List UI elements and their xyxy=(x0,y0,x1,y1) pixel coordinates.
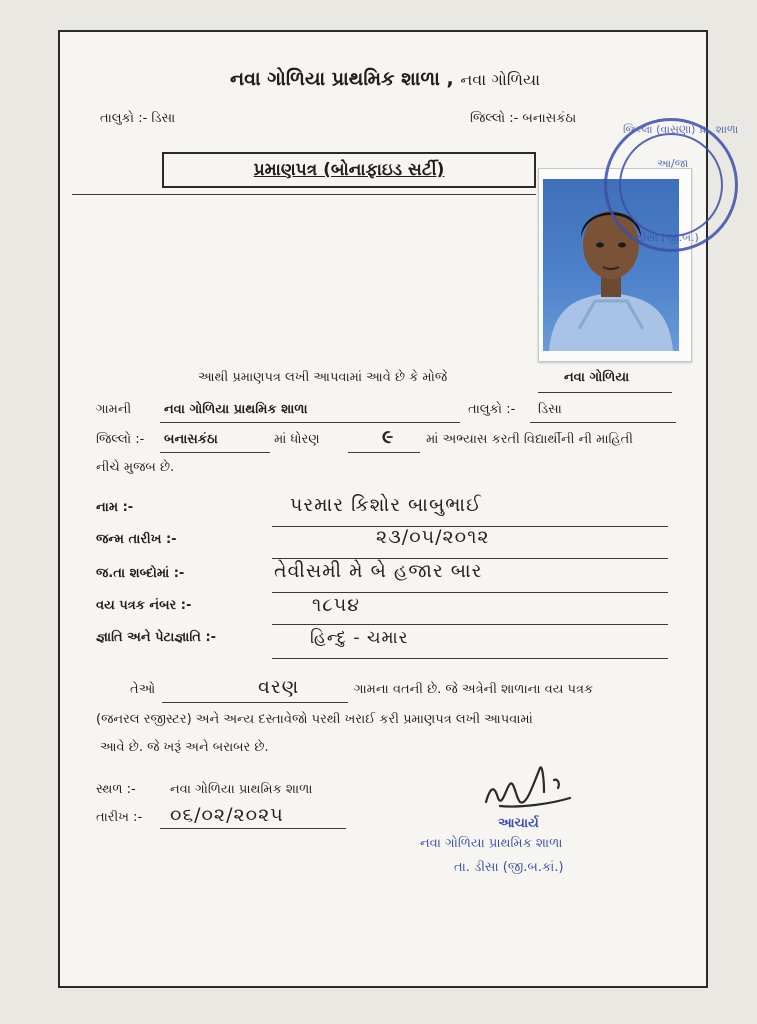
caste-label: જ્ઞાતિ અને પેટાજ્ઞાતિ :- xyxy=(96,630,217,645)
register-label: વય પત્રક નંબર :- xyxy=(96,598,192,613)
dob-words-value: તેવીસમી મે બે હજાર બાર xyxy=(274,560,483,582)
residence-village-line xyxy=(162,702,348,703)
intro-standard-line xyxy=(348,452,420,453)
dob-line xyxy=(272,558,668,559)
residence-line2: (જનરલ રજીસ્ટર) અને અન્ય દસ્તાવેજો પરથી ખરાઈ કરી પ્રમાણપત્ર લખી આપવામાં xyxy=(96,712,533,727)
intro-study-text: માં અભ્યાસ કરતી વિદ્યાર્થીની ની માહિતી xyxy=(426,432,634,447)
principal-signature-icon xyxy=(480,758,600,818)
date-value: ૦૬/૦૨/૨૦૨૫ xyxy=(170,804,284,826)
round-stamp xyxy=(604,118,738,252)
date-label: તારીખ :- xyxy=(96,810,143,825)
round-stamp-inner: આ/જા xyxy=(657,157,689,170)
residence-prefix: તેઓ xyxy=(130,682,156,697)
intro-district-label: જિલ્લો :- xyxy=(96,432,145,447)
round-stamp-ring xyxy=(619,133,723,237)
residence-line3: આવે છે. જે ખરૂં અને બરાબર છે. xyxy=(100,740,269,755)
signature-title: આચાર્ય xyxy=(498,816,539,831)
school-name: નવા ગોળિયા પ્રાથમિક શાળા , xyxy=(229,68,454,90)
school-title xyxy=(60,68,710,90)
register-value: ૧૮૫૪ xyxy=(312,594,361,616)
place-value: નવા ગોળિયા પ્રાથમિક શાળા xyxy=(170,782,313,797)
intro-village-line xyxy=(538,392,672,393)
signature-line2: તા. ડીસા (જી.બ.કાં.) xyxy=(454,860,564,875)
header-taluka: તાલુકો :- ડિસા xyxy=(100,111,176,126)
school-village: નવા ગોળિયા xyxy=(460,70,541,89)
intro-district-value: બનાસકંઠા xyxy=(164,432,218,447)
intro-standard-label: માં ધોરણ xyxy=(274,432,320,447)
intro-taluka-line xyxy=(530,422,676,423)
header-district: જિલ્લો :- બનાસકંઠા xyxy=(470,111,577,126)
title-divider xyxy=(72,194,536,195)
intro-village-value: નવા ગોળિયા xyxy=(564,370,630,385)
residence-line1: ગામના વતની છે. જે અત્રેની શાળાના વય પત્રક xyxy=(354,682,594,697)
residence-village: વરણ xyxy=(258,676,300,698)
dob-label: જન્મ તારીખ :- xyxy=(96,532,177,547)
intro-village-label: ગામની xyxy=(96,402,132,417)
intro-school-line xyxy=(160,422,460,423)
name-value: પરમાર કિશોર બાબુભાઈ xyxy=(290,494,482,516)
certificate-title: પ્રમાણપત્ર (બોનાફાઇડ સર્ટી) xyxy=(162,152,536,188)
intro-school-value: નવા ગોળિયા પ્રાથમિક શાળા xyxy=(164,402,308,417)
dob-words-label: જ.તા શબ્દોમાં :- xyxy=(96,566,185,581)
intro-district-line xyxy=(160,452,270,453)
intro-line1: આથી પ્રમાણપત્ર લખી આપવામાં આવે છે કે મોજે xyxy=(198,370,448,385)
intro-taluka-value: ડિસા xyxy=(538,402,562,417)
date-line xyxy=(160,828,346,829)
intro-taluka-label: તાલુકો :- xyxy=(468,402,516,417)
place-label: સ્થળ :- xyxy=(96,782,136,797)
caste-value: હિન્દુ - ચમાર xyxy=(310,628,409,648)
round-stamp-bottom: ડીસા (જી.બ.) xyxy=(637,231,699,244)
intro-below-text: નીચે મુજબ છે. xyxy=(96,460,175,475)
dob-words-line xyxy=(272,592,668,593)
signature-line1: નવા ગોળિયા પ્રાથમિક શાળા xyxy=(420,836,563,851)
dob-value: ૨૩/૦૫/૨૦૧૨ xyxy=(376,526,490,548)
register-line xyxy=(272,624,668,625)
round-stamp-text: જિલ્લા (વાસણા) પ્રા. શાળા xyxy=(623,123,739,136)
intro-standard-value: ૯ xyxy=(382,426,395,448)
name-label: નામ :- xyxy=(96,500,134,515)
caste-line xyxy=(272,658,668,659)
